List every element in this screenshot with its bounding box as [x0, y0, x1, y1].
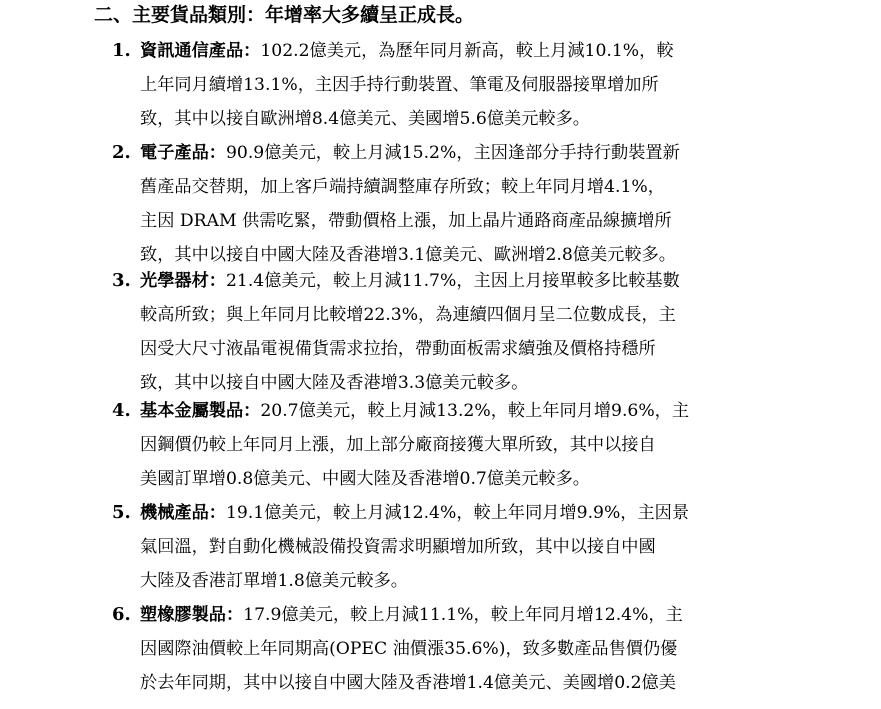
item-body [140, 34, 785, 136]
item-label: 資訊通信產品： [140, 41, 261, 61]
item-text-line: 於去年同期，其中以接自中國大陸及香港增1.4億美元、美國增0.2億美 [140, 673, 676, 693]
item-number: 3. [112, 270, 131, 291]
item-number: 6. [112, 604, 131, 625]
item-text-line: 因鋼價仍較上年同月上漲，加上部分廠商接獲大單所致，其中以接自 [140, 435, 656, 455]
item-body [140, 136, 785, 272]
item-text-line: 17.9億美元，較上月減11.1%，較上年同月增12.4%，主 [243, 605, 683, 625]
item-label: 電子產品： [140, 143, 226, 163]
item-text-line: 19.1億美元，較上月減12.4%，較上年同月增9.9%，主因景 [225, 503, 690, 523]
item-text-line: 20.7億美元，較上月減13.2%，較上年同月增9.6%，主 [260, 401, 690, 421]
item-text-line: 因受大尺寸液晶電視備貨需求拉抬，帶動面板需求續強及價格持穩所 [140, 339, 656, 359]
item-text-line: 美國訂單增0.8億美元、中國大陸及香港增0.7億美元較多。 [140, 469, 590, 489]
item-number: 5. [112, 502, 131, 523]
item-text-line: 上年同月續增13.1%，主因手持行動裝置、筆電及伺服器接單增加所 [140, 75, 659, 95]
item-number: 1. [112, 40, 131, 61]
item-number: 4. [112, 400, 131, 421]
item-label: 基本金屬製品： [140, 401, 261, 421]
item-number: 2. [112, 142, 131, 163]
item-text-line: 因國際油價較上年同期高(OPEC 油價漲35.6%)，致多數產品售價仍優 [140, 639, 678, 659]
item-text-line: 21.4億美元，較上月減11.7%，主因上月接單較多比較基數 [225, 271, 680, 291]
item-text-line: 舊產品交替期，加上客戶端持續調整庫存所致；較上年同月增4.1%， [140, 177, 665, 197]
item-body [140, 598, 785, 700]
item-text-line: 致，其中以接自中國大陸及香港增3.3億美元較多。 [140, 373, 529, 393]
item-text-line: 致，其中以接自中國大陸及香港增3.1億美元、歐洲增2.8億美元較多。 [140, 245, 676, 265]
item-text-line: 大陸及香港訂單增1.8億美元較多。 [140, 571, 408, 591]
item-body [140, 394, 785, 496]
item-body [140, 264, 785, 400]
item-text-line: 主因 DRAM 供需吃緊，帶動價格上漲，加上晶片通路商產品線擴增所 [140, 211, 672, 231]
item-body [140, 496, 785, 598]
section-heading: 二、主要貨品類別：年增率大多續呈正成長。 [94, 4, 475, 26]
item-text-line: 致，其中以接自歐洲增8.4億美元、美國增5.6億美元較多。 [140, 109, 590, 129]
item-label: 機械產品： [140, 503, 226, 523]
item-label: 塑橡膠製品： [140, 605, 244, 625]
item-text-line: 102.2億美元，為歷年同月新高，較上月減10.1%，較 [260, 41, 674, 61]
item-text-line: 較高所致；與上年同月比較增22.3%，為連續四個月呈二位數成長，主 [140, 305, 676, 325]
item-label: 光學器材： [140, 271, 226, 291]
item-text-line: 90.9億美元，較上月減15.2%，主因逢部分手持行動裝置新 [225, 143, 680, 163]
item-text-line: 氣回溫，對自動化機械設備投資需求明顯增加所致，其中以接自中國 [140, 537, 656, 557]
